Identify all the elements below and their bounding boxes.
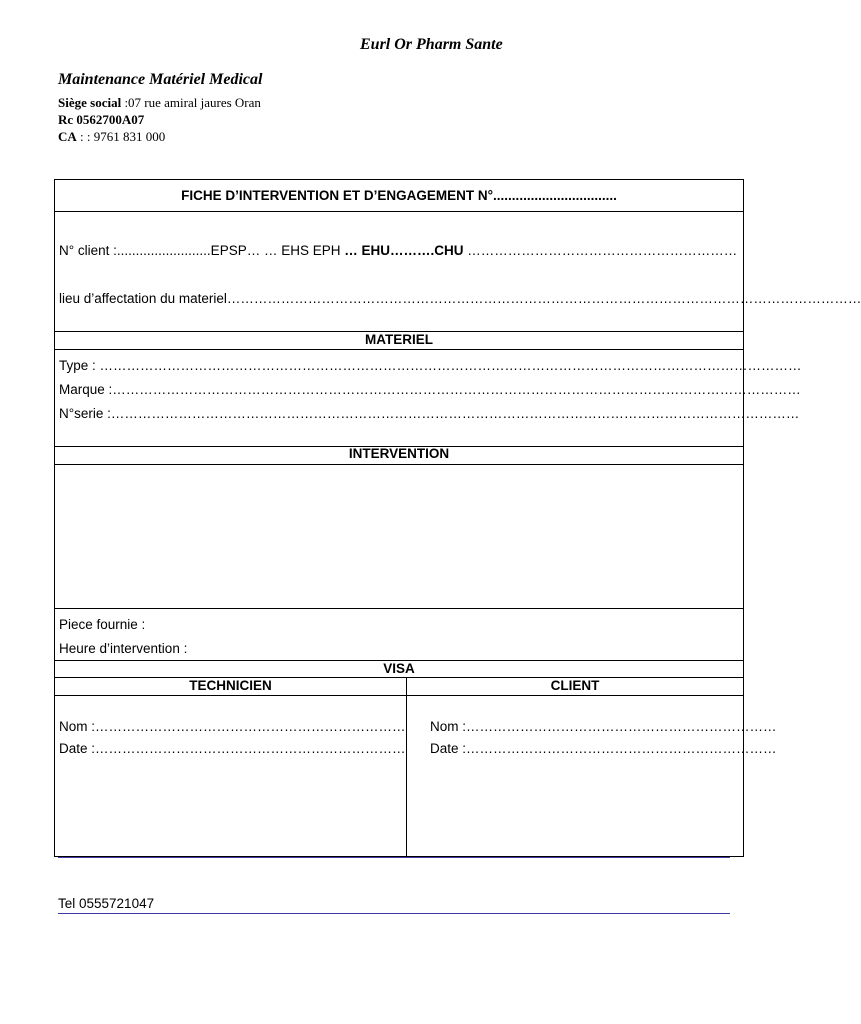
form-title: FICHE D’INTERVENTION ET D’ENGAGEMENT N°................................. — [181, 188, 617, 203]
company-name: Eurl Or Pharm Sante — [360, 36, 503, 53]
footer-phone: Tel 0555721047 — [58, 896, 155, 911]
divider — [55, 211, 743, 212]
rc-number: Rc 0562700A07 — [58, 112, 145, 127]
client-number-label: N° client :.........................EPSP… … EHS EPH — [59, 243, 345, 258]
client-number-line[interactable] — [59, 243, 743, 258]
head-office-line — [58, 95, 261, 111]
ca-line — [58, 129, 165, 145]
column-divider — [406, 677, 407, 856]
equipment-location-field[interactable]: lieu d’affectation du materiel…………………………………………………………………………………………………………………………… — [59, 291, 861, 306]
technician-date-field[interactable]: Date :…………………………………………………………… — [59, 741, 406, 756]
hospital-type-options: … EHU……….CHU — [344, 243, 464, 258]
intervention-form — [54, 179, 861, 857]
client-number-dots: …………………………………………………… — [463, 243, 738, 258]
head-office-label: Siège social — [58, 95, 122, 110]
equipment-type-field[interactable]: Type : ………………………………………………………………………………………………………………………………………… — [59, 358, 802, 373]
company-subtitle: Maintenance Matériel Medical — [58, 71, 263, 88]
intervention-description-area[interactable] — [55, 465, 743, 608]
client-date-field[interactable]: Date :…………………………………………………………… — [430, 741, 777, 756]
divider — [55, 349, 743, 350]
intervention-time-field[interactable]: Heure d’intervention : — [59, 641, 188, 656]
head-office-address: :07 rue amiral jaures Oran — [121, 95, 261, 110]
equipment-section-header: MATERIEL — [365, 332, 433, 347]
technician-column-header: TECHNICIEN — [189, 678, 272, 693]
divider — [55, 608, 743, 609]
technician-name-field[interactable]: Nom :…………………………………………………………… — [59, 719, 406, 734]
client-name-field[interactable]: Nom :…………………………………………………………… — [430, 719, 777, 734]
divider — [55, 695, 743, 696]
parts-supplied-field[interactable]: Piece fournie : — [59, 617, 146, 632]
intervention-section-header: INTERVENTION — [348, 446, 450, 461]
equipment-serial-field[interactable]: N°serie :……………………………………………………………………………………………………………………………………… — [59, 406, 800, 421]
footer-rule — [58, 913, 730, 914]
equipment-brand-field[interactable]: Marque :……………………………………………………………………………………………………………………………………… — [59, 382, 801, 397]
ca-value: : : 9761 831 000 — [76, 129, 166, 144]
client-column-header: CLIENT — [550, 678, 600, 693]
form-bottom-rule — [58, 857, 730, 858]
visa-section-header: VISA — [383, 661, 415, 676]
ca-label: CA — [58, 129, 77, 144]
